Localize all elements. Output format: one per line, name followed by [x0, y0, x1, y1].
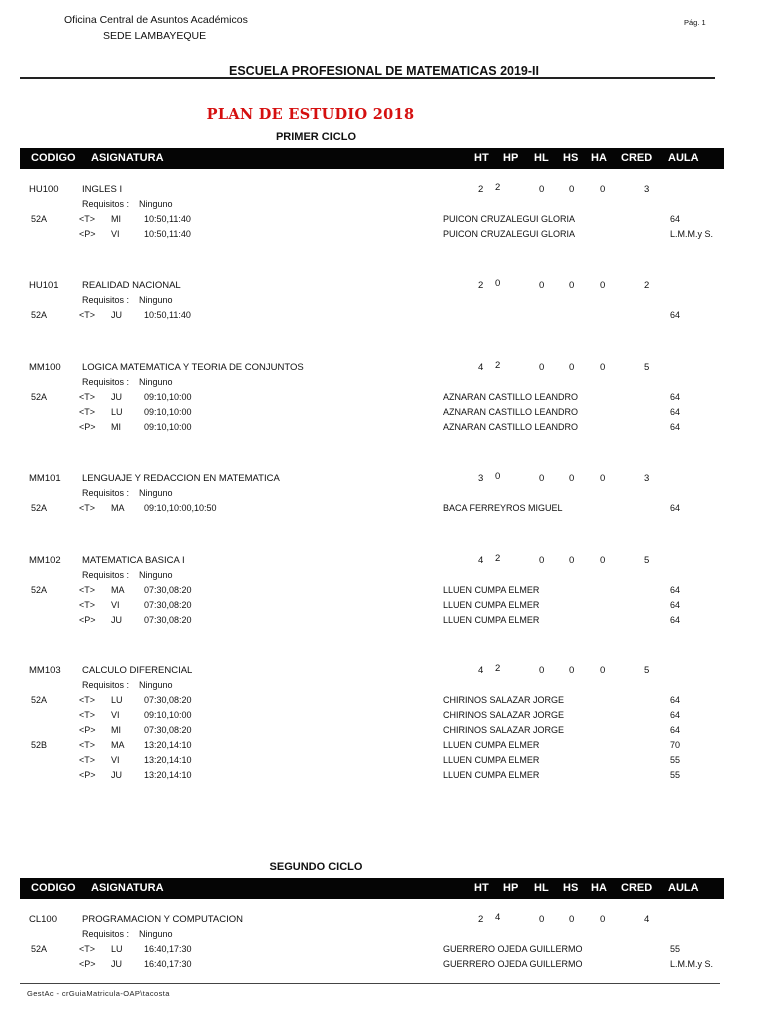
session-day: MI	[111, 725, 121, 735]
session-day: MA	[111, 503, 125, 513]
session-type: <T>	[79, 214, 96, 224]
course-hl: 0	[539, 665, 545, 676]
column-header: CODIGO	[31, 152, 76, 164]
professor-name: CHIRINOS SALAZAR JORGE	[443, 695, 565, 705]
column-header: HA	[591, 882, 607, 894]
course-cred: 5	[644, 665, 650, 676]
classroom: 64	[670, 214, 681, 224]
course-hs: 0	[569, 184, 575, 195]
classroom: 55	[670, 755, 681, 765]
course-name: REALIDAD NACIONAL	[82, 280, 181, 291]
course-ha: 0	[600, 555, 606, 566]
section-code: 52A	[31, 695, 48, 705]
session-day: LU	[111, 944, 123, 954]
course-ht: 4	[478, 362, 484, 373]
session-day: JU	[111, 392, 122, 402]
column-header: CRED	[621, 152, 653, 164]
course-name: CALCULO DIFERENCIAL	[82, 665, 193, 676]
table-header	[20, 148, 724, 169]
course-ht: 2	[478, 184, 484, 195]
session-day: LU	[111, 407, 123, 417]
requisitos-label: Requisitos :	[82, 488, 130, 498]
section-code: 52A	[31, 585, 48, 595]
classroom: 64	[670, 392, 681, 402]
course-name: INGLES I	[82, 184, 123, 195]
course-code: CL100	[29, 914, 57, 925]
requisitos-label: Requisitos :	[82, 929, 130, 939]
course-name: LENGUAJE Y REDACCION EN MATEMATICA	[82, 473, 280, 484]
column-header: HL	[534, 882, 549, 894]
session-day: VI	[111, 755, 120, 765]
professor-name: LLUEN CUMPA ELMER	[443, 755, 540, 765]
session-type: <T>	[79, 310, 96, 320]
course-ha: 0	[600, 473, 606, 484]
course-hl: 0	[539, 473, 545, 484]
session-day: MA	[111, 740, 125, 750]
course-hl: 0	[539, 280, 545, 291]
requisitos-value: Ninguno	[139, 199, 173, 209]
session-day: JU	[111, 615, 122, 625]
classroom: 64	[670, 615, 681, 625]
course-cred: 4	[644, 914, 650, 925]
session-time: 09:10,10:00	[144, 392, 192, 402]
session-time: 10:50,11:40	[144, 214, 191, 224]
course-ha: 0	[600, 362, 606, 373]
course-hl: 0	[539, 555, 545, 566]
requisitos-value: Ninguno	[139, 680, 173, 690]
classroom: 64	[670, 600, 681, 610]
course-ht: 3	[478, 473, 484, 484]
session-time: 13:20,14:10	[144, 755, 192, 765]
course-ha: 0	[600, 914, 606, 925]
professor-name: AZNARAN CASTILLO LEANDRO	[443, 407, 579, 417]
course-hp: 2	[495, 360, 501, 371]
course-hl: 0	[539, 362, 545, 373]
column-header: CODIGO	[31, 882, 76, 894]
course-hp: 4	[495, 912, 501, 923]
session-type: <T>	[79, 755, 96, 765]
table-header	[20, 878, 724, 899]
course-hp: 0	[495, 278, 501, 289]
page-number: Pág. 1	[684, 18, 706, 27]
section-code: 52A	[31, 392, 48, 402]
school-title: ESCUELA PROFESIONAL DE MATEMATICAS 2019-II	[229, 64, 539, 78]
course-hs: 0	[569, 280, 575, 291]
session-day: VI	[111, 600, 120, 610]
session-time: 07:30,08:20	[144, 615, 192, 625]
session-time: 09:10,10:00,10:50	[144, 503, 217, 513]
column-header: HT	[474, 152, 489, 164]
course-hs: 0	[569, 914, 575, 925]
professor-name: AZNARAN CASTILLO LEANDRO	[443, 422, 579, 432]
session-type: <T>	[79, 600, 96, 610]
session-type: <T>	[79, 407, 96, 417]
course-cred: 2	[644, 280, 650, 291]
footer-text: GestAc - crGuiaMatricula-OAP\tacosta	[27, 989, 170, 998]
course-code: MM101	[29, 473, 61, 484]
session-type: <P>	[79, 422, 96, 432]
course-code: MM102	[29, 555, 61, 566]
requisitos-value: Ninguno	[139, 377, 173, 387]
requisitos-label: Requisitos :	[82, 680, 130, 690]
course-name: MATEMATICA BASICA I	[82, 555, 185, 566]
session-time: 07:30,08:20	[144, 600, 192, 610]
column-header: HA	[591, 152, 607, 164]
professor-name: GUERRERO OJEDA GUILLERMO	[443, 959, 583, 969]
session-day: VI	[111, 229, 120, 239]
classroom: 70	[670, 740, 681, 750]
column-header: AULA	[668, 152, 699, 164]
professor-name: LLUEN CUMPA ELMER	[443, 740, 540, 750]
column-header: HS	[563, 882, 579, 894]
course-hs: 0	[569, 362, 575, 373]
classroom: 64	[670, 310, 681, 320]
session-day: MA	[111, 585, 125, 595]
course-name: PROGRAMACION Y COMPUTACION	[82, 914, 243, 925]
classroom: 64	[670, 585, 681, 595]
course-cred: 5	[644, 555, 650, 566]
course-hp: 2	[495, 663, 501, 674]
professor-name: CHIRINOS SALAZAR JORGE	[443, 710, 565, 720]
course-cred: 5	[644, 362, 650, 373]
course-hp: 2	[495, 553, 501, 564]
course-code: MM100	[29, 362, 61, 373]
session-day: MI	[111, 214, 121, 224]
professor-name: PUICON CRUZALEGUI GLORIA	[443, 214, 576, 224]
requisitos-label: Requisitos :	[82, 295, 130, 305]
classroom: L.M.M.y S.	[670, 229, 714, 239]
session-type: <P>	[79, 229, 96, 239]
course-hp: 2	[495, 182, 501, 193]
column-header: HP	[503, 152, 519, 164]
classroom: 55	[670, 944, 681, 954]
course-hs: 0	[569, 473, 575, 484]
classroom: 55	[670, 770, 681, 780]
classroom: 64	[670, 725, 681, 735]
course-ht: 4	[478, 665, 484, 676]
course-hl: 0	[539, 184, 545, 195]
requisitos-value: Ninguno	[139, 570, 173, 580]
column-header: HP	[503, 882, 519, 894]
course-ht: 2	[478, 280, 484, 291]
course-code: HU101	[29, 280, 59, 291]
course-name: LOGICA MATEMATICA Y TEORIA DE CONJUNTOS	[82, 362, 304, 373]
session-day: LU	[111, 695, 123, 705]
session-day: JU	[111, 959, 122, 969]
professor-name: LLUEN CUMPA ELMER	[443, 770, 540, 780]
course-ht: 4	[478, 555, 484, 566]
course-ha: 0	[600, 280, 606, 291]
requisitos-label: Requisitos :	[82, 570, 130, 580]
session-type: <T>	[79, 503, 96, 513]
requisitos-value: Ninguno	[139, 929, 173, 939]
session-day: JU	[111, 310, 122, 320]
ciclo-title: SEGUNDO CICLO	[269, 861, 363, 873]
course-ha: 0	[600, 665, 606, 676]
session-time: 10:50,11:40	[144, 310, 191, 320]
professor-name: BACA FERREYROS MIGUEL	[443, 503, 563, 513]
classroom: 64	[670, 422, 681, 432]
session-time: 13:20,14:10	[144, 770, 192, 780]
professor-name: GUERRERO OJEDA GUILLERMO	[443, 944, 583, 954]
professor-name: LLUEN CUMPA ELMER	[443, 585, 540, 595]
professor-name: CHIRINOS SALAZAR JORGE	[443, 725, 565, 735]
session-type: <T>	[79, 585, 96, 595]
course-hs: 0	[569, 555, 575, 566]
header-divider	[20, 77, 715, 79]
column-header: HT	[474, 882, 489, 894]
session-type: <P>	[79, 770, 96, 780]
column-header: ASIGNATURA	[91, 882, 164, 894]
course-cred: 3	[644, 184, 650, 195]
section-code: 52A	[31, 214, 48, 224]
requisitos-label: Requisitos :	[82, 377, 130, 387]
session-day: JU	[111, 770, 122, 780]
session-type: <T>	[79, 944, 96, 954]
session-time: 07:30,08:20	[144, 725, 192, 735]
professor-name: LLUEN CUMPA ELMER	[443, 600, 540, 610]
requisitos-value: Ninguno	[139, 488, 173, 498]
session-time: 13:20,14:10	[144, 740, 192, 750]
session-type: <P>	[79, 959, 96, 969]
sede-title: SEDE LAMBAYEQUE	[103, 30, 207, 42]
session-time: 07:30,08:20	[144, 695, 192, 705]
course-code: HU100	[29, 184, 59, 195]
professor-name: PUICON CRUZALEGUI GLORIA	[443, 229, 576, 239]
section-code: 52A	[31, 503, 48, 513]
session-time: 16:40,17:30	[144, 959, 192, 969]
course-cred: 3	[644, 473, 650, 484]
section-code: 52A	[31, 310, 48, 320]
requisitos-value: Ninguno	[139, 295, 173, 305]
session-type: <P>	[79, 615, 96, 625]
course-ha: 0	[600, 184, 606, 195]
course-ht: 2	[478, 914, 484, 925]
classroom: 64	[670, 710, 681, 720]
office-title: Oficina Central de Asuntos Académicos	[64, 14, 248, 26]
plan-title: PLAN DE ESTUDIO 2018	[206, 106, 415, 123]
session-time: 16:40,17:30	[144, 944, 192, 954]
footer-divider	[20, 983, 720, 984]
classroom: L.M.M.y S.	[670, 959, 714, 969]
column-header: ASIGNATURA	[91, 152, 164, 164]
session-time: 07:30,08:20	[144, 585, 192, 595]
session-time: 09:10,10:00	[144, 407, 192, 417]
column-header: HL	[534, 152, 549, 164]
professor-name: AZNARAN CASTILLO LEANDRO	[443, 392, 579, 402]
course-hl: 0	[539, 914, 545, 925]
session-type: <T>	[79, 695, 96, 705]
session-day: MI	[111, 422, 121, 432]
session-type: <P>	[79, 725, 96, 735]
session-time: 09:10,10:00	[144, 422, 192, 432]
column-header: CRED	[621, 882, 653, 894]
session-time: 10:50,11:40	[144, 229, 191, 239]
course-code: MM103	[29, 665, 61, 676]
course-hs: 0	[569, 665, 575, 676]
course-hp: 0	[495, 471, 501, 482]
column-header: AULA	[668, 882, 699, 894]
session-time: 09:10,10:00	[144, 710, 192, 720]
classroom: 64	[670, 407, 681, 417]
requisitos-label: Requisitos :	[82, 199, 130, 209]
classroom: 64	[670, 503, 681, 513]
professor-name: LLUEN CUMPA ELMER	[443, 615, 540, 625]
section-code: 52A	[31, 944, 48, 954]
session-day: VI	[111, 710, 120, 720]
session-type: <T>	[79, 710, 96, 720]
ciclo-title: PRIMER CICLO	[275, 131, 357, 143]
session-type: <T>	[79, 740, 96, 750]
section-code: 52B	[31, 740, 48, 750]
column-header: HS	[563, 152, 579, 164]
classroom: 64	[670, 695, 681, 705]
session-type: <T>	[79, 392, 96, 402]
